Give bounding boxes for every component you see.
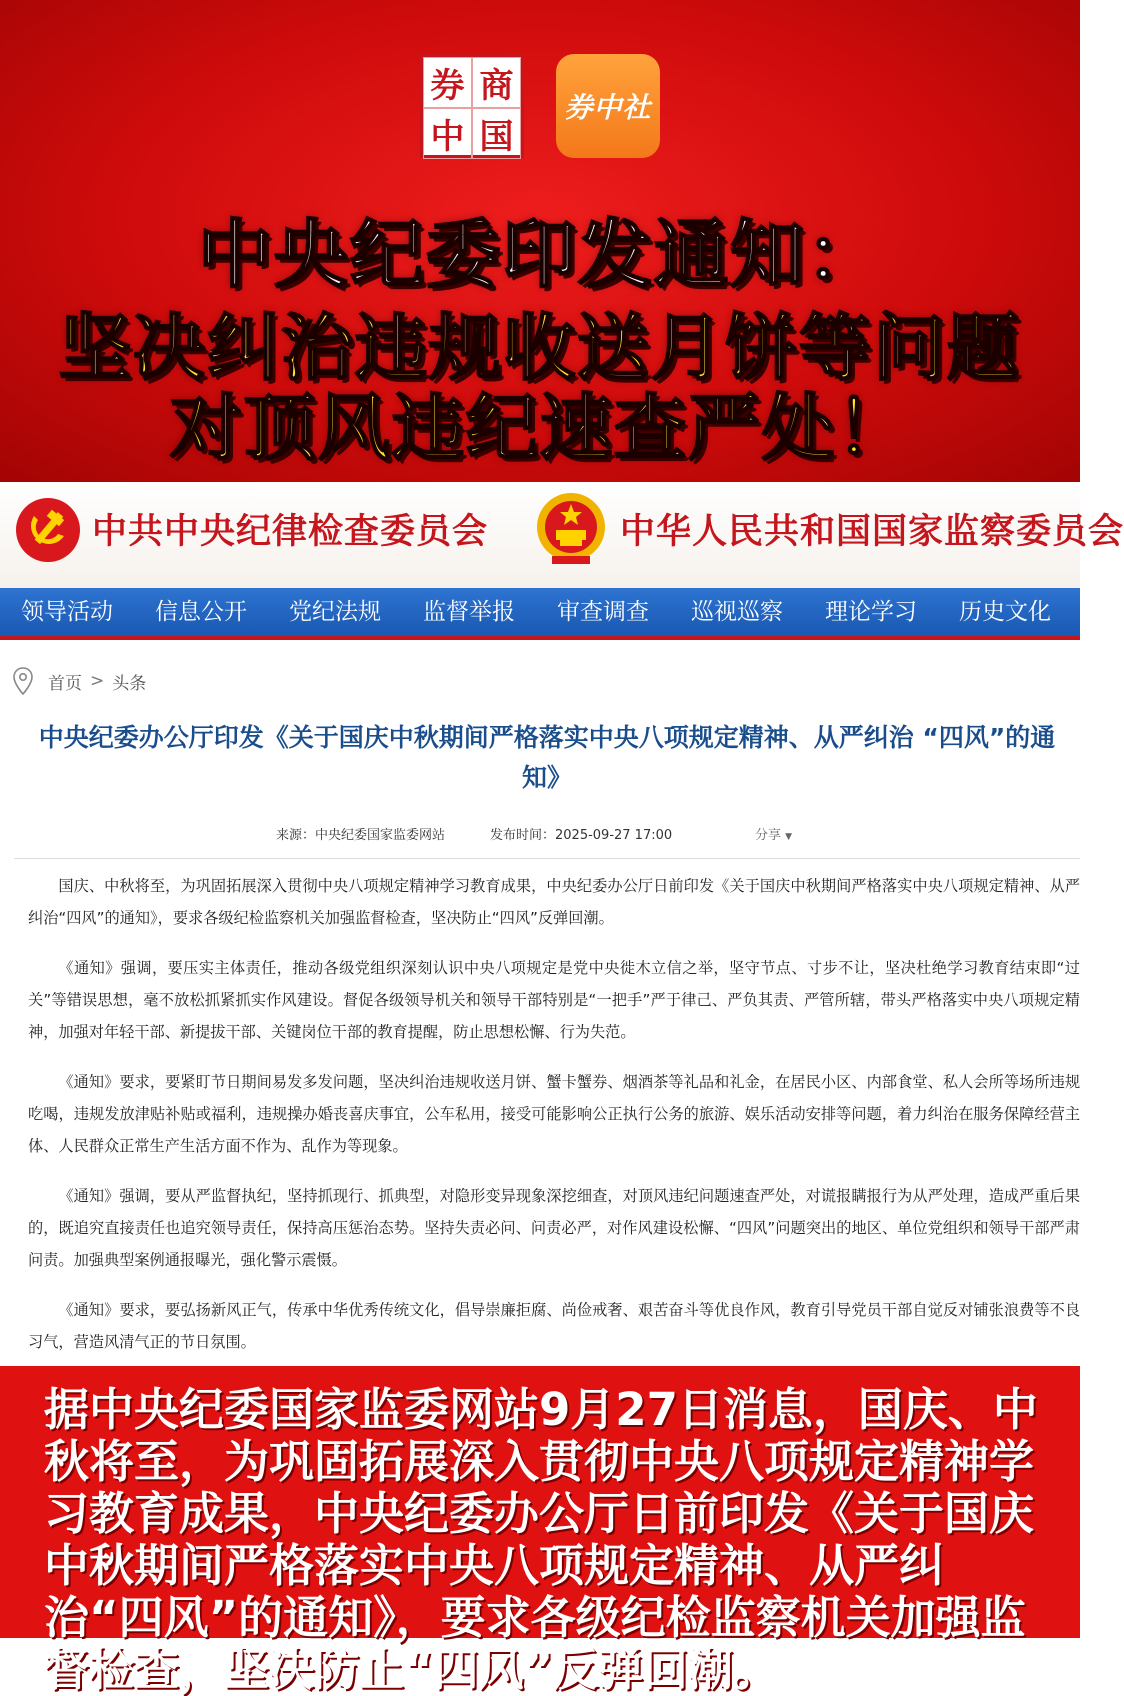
logo-char: 国: [472, 108, 521, 159]
logo-char: 商: [472, 57, 521, 108]
article-title: [14, 718, 1080, 798]
nav-item-regulations[interactable]: 党纪法规: [289, 599, 381, 625]
nav-item-report[interactable]: 监督举报: [423, 599, 515, 625]
article-meta: [0, 824, 1080, 848]
article-source: 来源：中央纪委国家监委网站: [276, 828, 446, 843]
ccdi-name[interactable]: 中共中央纪律检查委员会: [92, 511, 489, 552]
location-pin-icon: [12, 667, 34, 695]
main-nav: [0, 588, 1080, 640]
article-paragraph: 《通知》强调，要从严监督执纪，坚持抓现行、抓典型，对隐形变异现象深挖细查，对顶风违纪问题速查严处，对谎报瞒报行为从严处理，造成严重后果的，既追究直接责任也追究领导责任，保持高压惩治态势。坚持失责必问、问责必严，对作风建设松懈、“四风”问题突出的地区、单位党组织和领导干部严肃问责。加强典型案例通报曝光，强化警示震慑。: [28, 1187, 1080, 1269]
nav-item-leadership[interactable]: 领导活动: [21, 599, 113, 625]
article-body: [28, 870, 1080, 1376]
breadcrumb-separator: >: [90, 671, 105, 691]
breadcrumb-home[interactable]: 首页: [48, 673, 82, 694]
logo-char: 中: [423, 108, 472, 159]
breadcrumb: [12, 666, 146, 696]
nsc-name[interactable]: 中华人民共和国国家监察委员会: [620, 511, 1124, 552]
banner-title-line2: 坚决纠治违规收送月饼等问题: [58, 306, 1021, 390]
national-emblem-icon: [534, 490, 608, 568]
banner-title-line3: 对顶风违纪速查严处！: [169, 386, 910, 470]
nav-item-theory[interactable]: 理论学习: [825, 599, 917, 625]
article-paragraph: 国庆、中秋将至，为巩固拓展深入贯彻中央八项规定精神学习教育成果，中央纪委办公厅日前印发《关于国庆中秋期间严格落实中央八项规定精神、从严纠治“四风”的通知》，要求各级纪检监察机关加强监督检查，坚决防止“四风”反弹回潮。: [28, 877, 1080, 927]
article-title-line1: 中央纪委办公厅印发《关于国庆中秋期间严格落实中央八项规定精神、从严纠治 “四风”的通: [38, 723, 1056, 752]
banner-title-line1: 中央纪委印发通知：: [198, 212, 882, 298]
summary-block: [0, 1366, 1080, 1696]
site-header: [0, 482, 1124, 588]
nav-item-investigation[interactable]: 审查调查: [557, 599, 649, 625]
summary-text: 据中央纪委国家监委网站9月27日消息，国庆、中秋将至，为巩固拓展深入贯彻中央八项规定精神学习教育成果，中央纪委办公厅日前印发《关于国庆中秋期间严格落实中央八项规定精神、从严纠治“四风”的通知》，要求各级纪检监察机关加强监督检查，坚决防止“四风”反弹回潮。: [44, 1383, 1038, 1696]
nav-item-info[interactable]: 信息公开: [155, 599, 247, 625]
article-paragraph: 《通知》要求，要紧盯节日期间易发多发问题，坚决纠治违规收送月饼、蟹卡蟹券、烟酒茶等礼品和礼金，在居民小区、内部食堂、私人会所等场所违规吃喝，违规发放津贴补贴或福利，违规操办婚丧喜庆事宜，公车私用，接受可能影响公正执行公务的旅游、娱乐活动安排等问题，着力纠治在服务保障经营主体、人民群众正常生产生活方面不作为、乱作为等现象。: [28, 1073, 1080, 1155]
nav-item-history[interactable]: 历史文化: [959, 599, 1051, 625]
article-publish-time: 发布时间：2025-09-27 17:00: [490, 828, 673, 843]
party-emblem-icon: [14, 496, 82, 564]
quanzhongshe-logo: 券中社: [556, 54, 660, 158]
article-paragraph: 《通知》要求，要弘扬新风正气，传承中华优秀传统文化，倡导崇廉拒腐、尚俭戒奢、艰苦奋斗等优良作风，教育引导党员干部自觉反对铺张浪费等不良习气，营造风清气正的节日氛围。: [28, 1301, 1080, 1351]
breadcrumb-current[interactable]: 头条: [112, 673, 147, 694]
logo-char: 券: [423, 57, 472, 108]
share-button[interactable]: [755, 824, 792, 843]
article-paragraph: 《通知》强调，要压实主体责任，推动各级党组织深刻认识中央八项规定是党中央徙木立信之举，坚守节点、寸步不让，坚决杜绝学习教育结束即“过关”等错误思想，毫不放松抓紧抓实作风建设。督促各级领导机关和领导干部特别是“一把手”严于律己、严负其责、严管所辖，带头严格落实中央八项规定精神，加强对年轻干部、新提拔干部、关键岗位干部的教育提醒，防止思想松懈、行为失范。: [28, 959, 1080, 1041]
share-label: 分享: [755, 828, 782, 843]
top-banner: [0, 0, 1080, 482]
chevron-down-icon: ▼: [785, 832, 793, 842]
article-title-line2: 知》: [521, 763, 572, 792]
divider: [14, 858, 1080, 859]
nav-item-inspection[interactable]: 巡视巡察: [691, 599, 783, 625]
quanshang-zhongguo-logo: [420, 54, 524, 158]
